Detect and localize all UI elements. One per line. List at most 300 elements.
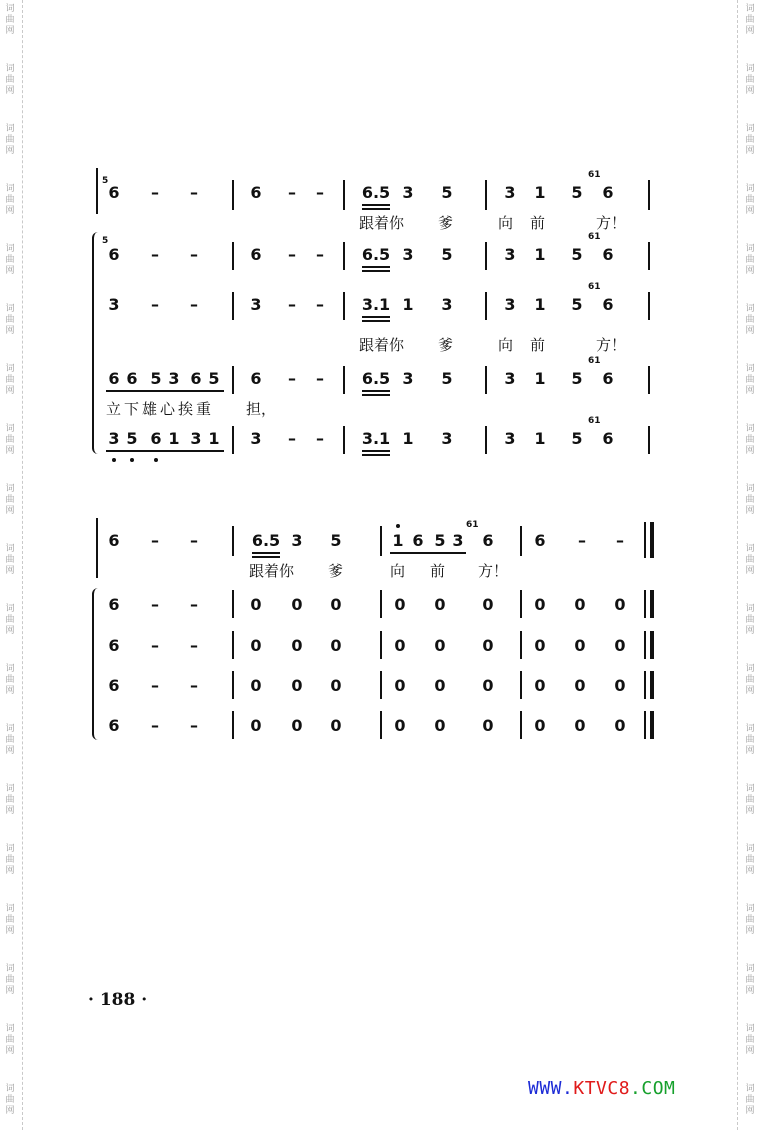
watermark-char: 词 bbox=[745, 1024, 755, 1034]
barline bbox=[232, 242, 234, 270]
watermark-char: 网 bbox=[5, 386, 15, 396]
watermark-char: 网 bbox=[745, 1046, 755, 1056]
watermark-char: 网 bbox=[745, 266, 755, 276]
note: 6 bbox=[602, 245, 614, 264]
site-logo[interactable] bbox=[528, 1078, 675, 1099]
note: 6 bbox=[108, 245, 120, 264]
final-barline bbox=[650, 631, 654, 659]
lyric: 向 bbox=[498, 336, 514, 354]
watermark-char: 曲 bbox=[5, 1095, 15, 1105]
note: 1 bbox=[168, 429, 180, 448]
watermark-char: 词 bbox=[745, 124, 755, 134]
rest: 0 bbox=[434, 716, 446, 735]
watermark-char: 曲 bbox=[745, 795, 755, 805]
barline bbox=[520, 631, 522, 659]
note: 3 bbox=[291, 531, 303, 550]
note: 1 bbox=[402, 295, 414, 314]
watermark-char: 曲 bbox=[745, 555, 755, 565]
barline bbox=[485, 426, 487, 454]
final-barline bbox=[650, 590, 654, 618]
barline bbox=[380, 671, 382, 699]
watermark-char: 网 bbox=[5, 26, 15, 36]
watermark-char: 词 bbox=[745, 364, 755, 374]
watermark-char: 网 bbox=[5, 326, 15, 336]
watermark-char: 曲 bbox=[5, 375, 15, 385]
note: 5 bbox=[330, 531, 342, 550]
dash: – bbox=[616, 531, 624, 550]
watermark-char: 网 bbox=[745, 986, 755, 996]
lyric: 爹 bbox=[438, 336, 454, 354]
note: 5 bbox=[126, 429, 138, 448]
watermark-char: 曲 bbox=[5, 75, 15, 85]
note: 6 bbox=[108, 531, 120, 550]
barline bbox=[380, 711, 382, 739]
watermark-char: 网 bbox=[5, 446, 15, 456]
watermark-char: 词 bbox=[745, 244, 755, 254]
watermark-char: 词 bbox=[745, 724, 755, 734]
dash: – bbox=[288, 183, 296, 202]
rest: 0 bbox=[482, 595, 494, 614]
rest: 0 bbox=[330, 716, 342, 735]
barline bbox=[644, 522, 646, 558]
barline bbox=[644, 711, 646, 739]
barline bbox=[380, 631, 382, 659]
watermark-char: 曲 bbox=[5, 435, 15, 445]
note: 1 bbox=[534, 429, 546, 448]
rest: 0 bbox=[394, 716, 406, 735]
lyric: 方！ bbox=[596, 214, 627, 232]
beam bbox=[390, 552, 466, 554]
watermark-char: 词 bbox=[5, 64, 15, 74]
note: 3.1 bbox=[361, 295, 391, 314]
watermark-char: 词 bbox=[745, 784, 755, 794]
watermark-char: 网 bbox=[745, 686, 755, 696]
watermark-char: 网 bbox=[745, 1106, 755, 1116]
watermark-char: 网 bbox=[5, 626, 15, 636]
watermark-char: 网 bbox=[5, 506, 15, 516]
barline bbox=[648, 426, 650, 454]
watermark-char: 网 bbox=[5, 566, 15, 576]
watermark-char: 网 bbox=[5, 266, 15, 276]
watermark-char: 网 bbox=[5, 1106, 15, 1116]
note: 3 bbox=[108, 429, 120, 448]
grace-note: 61 bbox=[588, 232, 601, 242]
watermark-char: 词 bbox=[5, 844, 15, 854]
watermark-char: 词 bbox=[5, 904, 15, 914]
note: 5 bbox=[571, 245, 583, 264]
watermark-char: 词 bbox=[745, 964, 755, 974]
watermark-char: 曲 bbox=[745, 315, 755, 325]
watermark-char: 词 bbox=[5, 604, 15, 614]
lyric: 前 bbox=[430, 562, 446, 580]
grace-note: 5 bbox=[102, 176, 109, 186]
watermark-char: 词 bbox=[745, 484, 755, 494]
lyric: 跟着你 bbox=[359, 214, 405, 232]
grace-note: 61 bbox=[466, 520, 479, 530]
grace-note: 61 bbox=[588, 356, 601, 366]
watermark-char: 网 bbox=[5, 146, 15, 156]
note: 3 bbox=[250, 429, 262, 448]
watermark-char: 网 bbox=[5, 926, 15, 936]
barline bbox=[648, 292, 650, 320]
note: 5 bbox=[571, 295, 583, 314]
watermark-char: 网 bbox=[745, 86, 755, 96]
grace-note: 61 bbox=[588, 282, 601, 292]
rest: 0 bbox=[482, 676, 494, 695]
rest: 0 bbox=[291, 676, 303, 695]
note: 6 bbox=[412, 531, 424, 550]
watermark-char: 词 bbox=[5, 304, 15, 314]
dash: – bbox=[190, 676, 198, 695]
note: 3 bbox=[504, 295, 516, 314]
barline bbox=[485, 366, 487, 394]
barline bbox=[232, 180, 234, 210]
beam bbox=[362, 454, 390, 456]
note: 6 bbox=[534, 531, 546, 550]
rest: 0 bbox=[614, 676, 626, 695]
note: 6 bbox=[108, 676, 120, 695]
watermark-char: 网 bbox=[745, 146, 755, 156]
barline bbox=[232, 711, 234, 739]
rest: 0 bbox=[614, 716, 626, 735]
note: 6 bbox=[482, 531, 494, 550]
watermark-char: 曲 bbox=[745, 1095, 755, 1105]
beam bbox=[362, 320, 390, 322]
watermark-char: 网 bbox=[745, 926, 755, 936]
lyric: 爹 bbox=[328, 562, 344, 580]
barline bbox=[644, 631, 646, 659]
system2-brace bbox=[92, 588, 104, 740]
note: 6 bbox=[126, 369, 138, 388]
watermark-char: 网 bbox=[5, 206, 15, 216]
watermark-char: 曲 bbox=[5, 315, 15, 325]
dash: – bbox=[151, 636, 159, 655]
beam bbox=[252, 556, 280, 558]
watermark-char: 词 bbox=[5, 364, 15, 374]
beam bbox=[252, 552, 280, 554]
beam bbox=[362, 450, 390, 452]
watermark-char: 曲 bbox=[745, 615, 755, 625]
rest: 0 bbox=[250, 716, 262, 735]
watermark-char: 曲 bbox=[5, 495, 15, 505]
dash: – bbox=[316, 183, 324, 202]
watermark-char: 曲 bbox=[5, 135, 15, 145]
note: 3 bbox=[504, 245, 516, 264]
watermark-char: 曲 bbox=[745, 195, 755, 205]
rest: 0 bbox=[250, 595, 262, 614]
note: 5 bbox=[571, 369, 583, 388]
site-logo-part1: WWW. bbox=[528, 1078, 574, 1099]
watermark-char: 词 bbox=[5, 1024, 15, 1034]
grace-note: 61 bbox=[588, 416, 601, 426]
beam bbox=[362, 208, 390, 210]
watermark-char: 曲 bbox=[745, 15, 755, 25]
note: 6 bbox=[190, 369, 202, 388]
barline bbox=[343, 366, 345, 394]
watermark-char: 曲 bbox=[5, 555, 15, 565]
note: 6 bbox=[250, 183, 262, 202]
lyric: 爹 bbox=[438, 214, 454, 232]
barline bbox=[648, 180, 650, 210]
dash: – bbox=[151, 716, 159, 735]
note: 3 bbox=[402, 183, 414, 202]
dash: – bbox=[288, 295, 296, 314]
dash: – bbox=[190, 295, 198, 314]
watermark-char: 曲 bbox=[745, 915, 755, 925]
barline bbox=[232, 366, 234, 394]
note: 6 bbox=[108, 636, 120, 655]
note: 1 bbox=[534, 295, 546, 314]
note: 3 bbox=[168, 369, 180, 388]
watermark-char: 网 bbox=[5, 86, 15, 96]
barline bbox=[232, 292, 234, 320]
watermark-char: 曲 bbox=[745, 135, 755, 145]
dash: – bbox=[190, 595, 198, 614]
dash: – bbox=[316, 295, 324, 314]
dash: – bbox=[151, 531, 159, 550]
note: 6 bbox=[250, 245, 262, 264]
watermark-char: 曲 bbox=[5, 195, 15, 205]
watermark-char: 词 bbox=[5, 184, 15, 194]
watermark-char: 网 bbox=[5, 866, 15, 876]
note: 1 bbox=[402, 429, 414, 448]
dash: – bbox=[288, 369, 296, 388]
rest: 0 bbox=[614, 636, 626, 655]
lyric: 立下雄心挨重 bbox=[106, 400, 215, 418]
site-logo-part3: .COM bbox=[630, 1078, 676, 1099]
dash: – bbox=[151, 595, 159, 614]
note: 6 bbox=[602, 369, 614, 388]
watermark-char: 词 bbox=[745, 4, 755, 14]
rest: 0 bbox=[291, 595, 303, 614]
low-octave-dot bbox=[154, 458, 158, 462]
final-barline bbox=[650, 522, 654, 558]
note: 5 bbox=[571, 429, 583, 448]
note: 5 bbox=[208, 369, 220, 388]
note: 1 bbox=[392, 531, 404, 550]
barline bbox=[343, 180, 345, 210]
watermark-char: 词 bbox=[5, 484, 15, 494]
barline bbox=[648, 242, 650, 270]
watermark-char: 词 bbox=[745, 904, 755, 914]
note: 1 bbox=[534, 183, 546, 202]
barline bbox=[485, 242, 487, 270]
note: 3 bbox=[402, 369, 414, 388]
barline bbox=[520, 590, 522, 618]
barline bbox=[520, 526, 522, 556]
rest: 0 bbox=[574, 636, 586, 655]
watermark-char: 曲 bbox=[5, 975, 15, 985]
watermark-char: 词 bbox=[745, 544, 755, 554]
dash: – bbox=[151, 183, 159, 202]
note: 6 bbox=[150, 429, 162, 448]
high-octave-dot bbox=[396, 524, 400, 528]
watermark-char: 网 bbox=[5, 746, 15, 756]
beam bbox=[362, 204, 390, 206]
barline bbox=[644, 590, 646, 618]
dash: – bbox=[190, 183, 198, 202]
system2-start-bar bbox=[96, 518, 98, 578]
watermark-char: 曲 bbox=[5, 15, 15, 25]
note: 6 bbox=[250, 369, 262, 388]
barline bbox=[485, 292, 487, 320]
barline bbox=[520, 671, 522, 699]
watermark-char: 词 bbox=[5, 964, 15, 974]
note: 3 bbox=[250, 295, 262, 314]
site-logo-part2: KTVC8 bbox=[573, 1078, 631, 1099]
lyric: 担， bbox=[246, 400, 277, 418]
barline bbox=[343, 292, 345, 320]
rest: 0 bbox=[434, 676, 446, 695]
watermark-char: 词 bbox=[745, 844, 755, 854]
rest: 0 bbox=[434, 636, 446, 655]
dash: – bbox=[288, 245, 296, 264]
watermark-char: 网 bbox=[745, 806, 755, 816]
barline bbox=[343, 242, 345, 270]
watermark-char: 曲 bbox=[745, 75, 755, 85]
beam bbox=[362, 266, 390, 268]
barline bbox=[232, 671, 234, 699]
lyric: 跟着你 bbox=[359, 336, 405, 354]
barline bbox=[232, 426, 234, 454]
dash: – bbox=[578, 531, 586, 550]
watermark-char: 曲 bbox=[5, 915, 15, 925]
note: 5 bbox=[441, 369, 453, 388]
note: 6 bbox=[108, 369, 120, 388]
watermark-char: 词 bbox=[5, 244, 15, 254]
watermark-char: 网 bbox=[745, 506, 755, 516]
note: 1 bbox=[534, 369, 546, 388]
note: 3 bbox=[441, 295, 453, 314]
watermark-char: 曲 bbox=[5, 1035, 15, 1045]
dash: – bbox=[190, 531, 198, 550]
rest: 0 bbox=[574, 716, 586, 735]
system1-start-bar bbox=[96, 168, 98, 214]
dash: – bbox=[190, 245, 198, 264]
watermark-char: 曲 bbox=[5, 735, 15, 745]
note: 3 bbox=[504, 183, 516, 202]
watermark-char: 网 bbox=[745, 26, 755, 36]
rest: 0 bbox=[330, 636, 342, 655]
note: 6.5 bbox=[361, 183, 391, 202]
watermark-char: 曲 bbox=[745, 735, 755, 745]
watermark-char: 曲 bbox=[745, 255, 755, 265]
final-barline bbox=[650, 671, 654, 699]
watermark-char: 曲 bbox=[745, 855, 755, 865]
barline bbox=[520, 711, 522, 739]
dash: – bbox=[151, 295, 159, 314]
page-number: · 188 · bbox=[88, 990, 148, 1010]
watermark-char: 词 bbox=[745, 664, 755, 674]
watermark-char: 词 bbox=[745, 184, 755, 194]
watermark-char: 网 bbox=[745, 446, 755, 456]
note: 3 bbox=[402, 245, 414, 264]
lyric: 前 bbox=[530, 336, 546, 354]
watermark-char: 词 bbox=[5, 424, 15, 434]
watermark-char: 词 bbox=[5, 664, 15, 674]
note: 5 bbox=[150, 369, 162, 388]
dash: – bbox=[190, 636, 198, 655]
barline bbox=[380, 526, 382, 556]
beam bbox=[362, 316, 390, 318]
barline bbox=[644, 671, 646, 699]
watermark-char: 网 bbox=[745, 566, 755, 576]
watermark-char: 词 bbox=[5, 1084, 15, 1094]
barline bbox=[648, 366, 650, 394]
note: 3 bbox=[504, 429, 516, 448]
rest: 0 bbox=[394, 676, 406, 695]
note: 3 bbox=[452, 531, 464, 550]
watermark-char: 曲 bbox=[5, 795, 15, 805]
watermark-char: 网 bbox=[745, 746, 755, 756]
watermark-char: 曲 bbox=[745, 375, 755, 385]
watermark-char: 网 bbox=[745, 386, 755, 396]
barline bbox=[232, 631, 234, 659]
note: 6.5 bbox=[361, 245, 391, 264]
grace-note: 5 bbox=[102, 236, 109, 246]
note: 6 bbox=[108, 183, 120, 202]
note: 6 bbox=[108, 595, 120, 614]
lyric: 方！ bbox=[478, 562, 509, 580]
rest: 0 bbox=[291, 636, 303, 655]
watermark-char: 词 bbox=[5, 784, 15, 794]
note: 6 bbox=[602, 183, 614, 202]
watermark-char: 曲 bbox=[745, 975, 755, 985]
note: 3 bbox=[504, 369, 516, 388]
watermark-char: 词 bbox=[5, 724, 15, 734]
note: 3.1 bbox=[361, 429, 391, 448]
watermark-char: 词 bbox=[5, 124, 15, 134]
note: 1 bbox=[534, 245, 546, 264]
dash: – bbox=[151, 676, 159, 695]
rest: 0 bbox=[394, 595, 406, 614]
beam bbox=[362, 270, 390, 272]
rest: 0 bbox=[614, 595, 626, 614]
note: 3 bbox=[190, 429, 202, 448]
watermark-char: 曲 bbox=[5, 255, 15, 265]
watermark-char: 网 bbox=[745, 866, 755, 876]
rest: 0 bbox=[394, 636, 406, 655]
watermark-char: 曲 bbox=[745, 495, 755, 505]
note: 6.5 bbox=[251, 531, 281, 550]
watermark-char: 词 bbox=[745, 304, 755, 314]
note: 5 bbox=[571, 183, 583, 202]
watermark-char: 网 bbox=[745, 206, 755, 216]
beam bbox=[362, 390, 390, 392]
watermark-char: 网 bbox=[5, 686, 15, 696]
note: 6 bbox=[108, 716, 120, 735]
watermark-char: 词 bbox=[745, 604, 755, 614]
rest: 0 bbox=[330, 676, 342, 695]
watermark-char: 网 bbox=[745, 326, 755, 336]
dash: – bbox=[288, 429, 296, 448]
note: 3 bbox=[441, 429, 453, 448]
rest: 0 bbox=[574, 676, 586, 695]
beam bbox=[106, 450, 224, 452]
lyric: 向 bbox=[390, 562, 406, 580]
note: 5 bbox=[434, 531, 446, 550]
note: 6.5 bbox=[361, 369, 391, 388]
note: 6 bbox=[602, 295, 614, 314]
dash: – bbox=[190, 716, 198, 735]
low-octave-dot bbox=[130, 458, 134, 462]
lyric: 跟着你 bbox=[249, 562, 295, 580]
beam bbox=[362, 394, 390, 396]
note: 1 bbox=[208, 429, 220, 448]
lyric: 方！ bbox=[596, 336, 627, 354]
watermark-char: 词 bbox=[5, 544, 15, 554]
barline bbox=[232, 526, 234, 556]
